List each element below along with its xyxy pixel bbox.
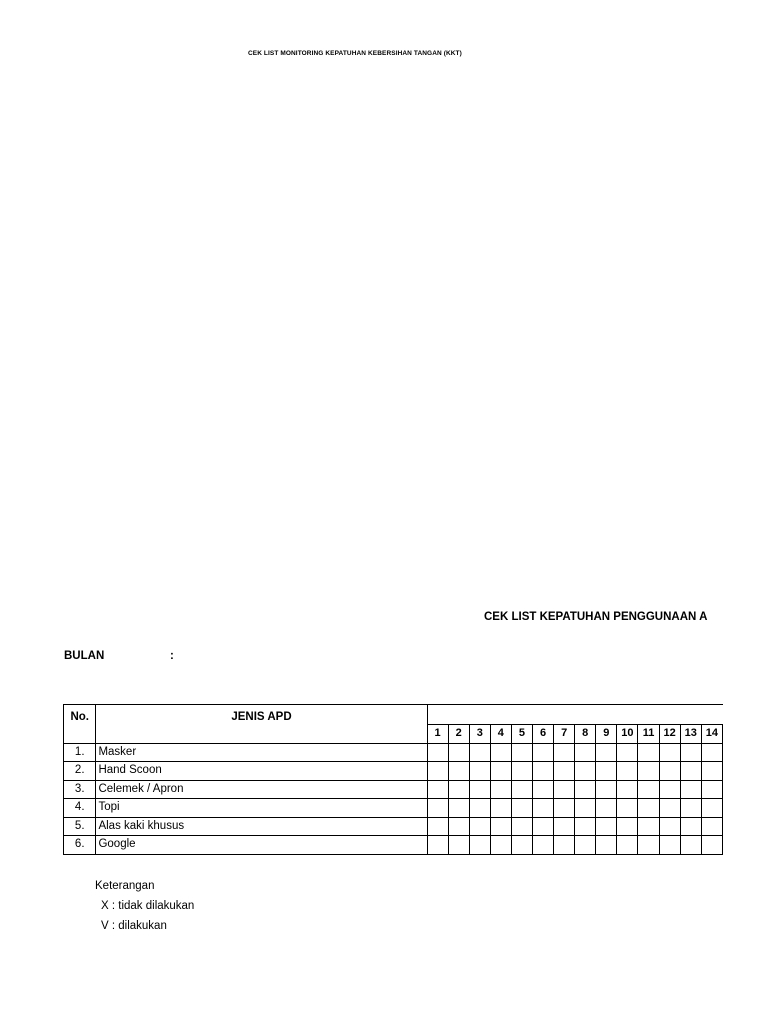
check-cell[interactable] [617, 799, 638, 818]
check-cell[interactable] [659, 817, 680, 836]
check-cell[interactable] [490, 780, 511, 799]
check-cell[interactable] [448, 817, 469, 836]
check-cell[interactable] [659, 743, 680, 762]
header-day: 4 [490, 725, 511, 744]
check-cell[interactable] [575, 762, 596, 781]
table-header-row-top [64, 705, 723, 725]
check-cell[interactable] [490, 799, 511, 818]
header-jenis-apd: JENIS APD [96, 705, 427, 744]
check-cell[interactable] [490, 743, 511, 762]
check-cell[interactable] [554, 780, 575, 799]
check-cell[interactable] [596, 799, 617, 818]
header-day: 7 [554, 725, 575, 744]
row-jenis-apd: Celemek / Apron [96, 780, 427, 799]
header-day: 10 [617, 725, 638, 744]
check-cell[interactable] [448, 836, 469, 855]
check-cell[interactable] [533, 799, 554, 818]
check-cell[interactable] [448, 799, 469, 818]
apd-table-body [64, 743, 723, 854]
check-cell[interactable] [511, 836, 532, 855]
check-cell[interactable] [638, 762, 659, 781]
check-cell[interactable] [638, 817, 659, 836]
row-jenis-apd: Masker [96, 743, 427, 762]
header-day: 3 [469, 725, 490, 744]
apd-checklist-table [63, 704, 723, 855]
bulan-label: BULAN [64, 650, 105, 662]
header-day: 9 [596, 725, 617, 744]
check-cell[interactable] [680, 799, 701, 818]
check-cell[interactable] [659, 762, 680, 781]
notes-block [95, 876, 194, 936]
check-cell[interactable] [533, 743, 554, 762]
check-cell[interactable] [427, 743, 448, 762]
check-cell[interactable] [596, 743, 617, 762]
check-cell[interactable] [511, 780, 532, 799]
check-cell[interactable] [533, 762, 554, 781]
check-cell[interactable] [617, 817, 638, 836]
row-number: 2. [64, 762, 96, 781]
check-cell[interactable] [490, 762, 511, 781]
table-row [64, 836, 723, 855]
check-cell[interactable] [533, 780, 554, 799]
check-cell[interactable] [448, 762, 469, 781]
check-cell[interactable] [575, 836, 596, 855]
check-cell[interactable] [659, 836, 680, 855]
check-cell[interactable] [490, 817, 511, 836]
header-day: 11 [638, 725, 659, 744]
check-cell[interactable] [701, 762, 722, 781]
check-cell[interactable] [701, 743, 722, 762]
header-no: No. [64, 705, 96, 744]
header-day: 8 [575, 725, 596, 744]
check-cell[interactable] [469, 743, 490, 762]
table-row [64, 743, 723, 762]
check-cell[interactable] [427, 817, 448, 836]
check-cell[interactable] [617, 780, 638, 799]
check-cell[interactable] [554, 799, 575, 818]
check-cell[interactable] [617, 836, 638, 855]
check-cell[interactable] [554, 762, 575, 781]
check-cell[interactable] [554, 836, 575, 855]
header-day: 2 [448, 725, 469, 744]
table-row [64, 817, 723, 836]
document-top-title: CEK LIST MONITORING KEPATUHAN KEBERSIHAN TANGAN (KKT) [248, 50, 462, 57]
notes-item: V : dilakukan [101, 920, 167, 932]
check-cell[interactable] [554, 817, 575, 836]
check-cell[interactable] [680, 817, 701, 836]
notes-heading: Keterangan [95, 880, 155, 892]
check-cell[interactable] [469, 836, 490, 855]
check-cell[interactable] [533, 836, 554, 855]
row-number: 1. [64, 743, 96, 762]
row-jenis-apd: Topi [96, 799, 427, 818]
check-cell[interactable] [469, 762, 490, 781]
table-row [64, 780, 723, 799]
header-day: 1 [427, 725, 448, 744]
check-cell[interactable] [596, 762, 617, 781]
check-cell[interactable] [701, 780, 722, 799]
row-jenis-apd: Google [96, 836, 427, 855]
check-cell[interactable] [617, 762, 638, 781]
check-cell[interactable] [680, 836, 701, 855]
check-cell[interactable] [511, 762, 532, 781]
check-cell[interactable] [575, 799, 596, 818]
check-cell[interactable] [680, 780, 701, 799]
check-cell[interactable] [638, 799, 659, 818]
check-cell[interactable] [701, 836, 722, 855]
check-cell[interactable] [596, 836, 617, 855]
row-jenis-apd: Hand Scoon [96, 762, 427, 781]
check-cell[interactable] [638, 743, 659, 762]
row-number: 4. [64, 799, 96, 818]
check-cell[interactable] [448, 780, 469, 799]
row-number: 3. [64, 780, 96, 799]
check-cell[interactable] [659, 780, 680, 799]
check-cell[interactable] [575, 743, 596, 762]
check-cell[interactable] [617, 743, 638, 762]
check-cell[interactable] [469, 817, 490, 836]
check-cell[interactable] [490, 836, 511, 855]
check-cell[interactable] [596, 780, 617, 799]
table-row [64, 762, 723, 781]
check-cell[interactable] [680, 762, 701, 781]
check-cell[interactable] [575, 780, 596, 799]
row-number: 5. [64, 817, 96, 836]
row-jenis-apd: Alas kaki khusus [96, 817, 427, 836]
check-cell[interactable] [427, 836, 448, 855]
check-cell[interactable] [596, 817, 617, 836]
check-cell[interactable] [701, 799, 722, 818]
check-cell[interactable] [469, 799, 490, 818]
check-cell[interactable] [427, 799, 448, 818]
check-cell[interactable] [533, 817, 554, 836]
check-cell[interactable] [638, 780, 659, 799]
check-cell[interactable] [469, 780, 490, 799]
section-title: CEK LIST KEPATUHAN PENGGUNAAN A [484, 611, 708, 623]
check-cell[interactable] [701, 817, 722, 836]
apd-table-container [63, 704, 718, 856]
header-day: 6 [533, 725, 554, 744]
header-day: 5 [511, 725, 532, 744]
check-cell[interactable] [511, 799, 532, 818]
check-cell[interactable] [638, 836, 659, 855]
check-cell[interactable] [427, 762, 448, 781]
notes-item: X : tidak dilakukan [101, 900, 195, 912]
table-row [64, 799, 723, 818]
check-cell[interactable] [554, 743, 575, 762]
row-number: 6. [64, 836, 96, 855]
bulan-colon: : [170, 650, 174, 662]
check-cell[interactable] [659, 799, 680, 818]
header-day: 14 [701, 725, 722, 744]
check-cell[interactable] [680, 743, 701, 762]
check-cell[interactable] [511, 817, 532, 836]
header-day: 12 [659, 725, 680, 744]
header-day-group [427, 705, 722, 725]
header-day: 13 [680, 725, 701, 744]
check-cell[interactable] [448, 743, 469, 762]
check-cell[interactable] [427, 780, 448, 799]
check-cell[interactable] [511, 743, 532, 762]
check-cell[interactable] [575, 817, 596, 836]
